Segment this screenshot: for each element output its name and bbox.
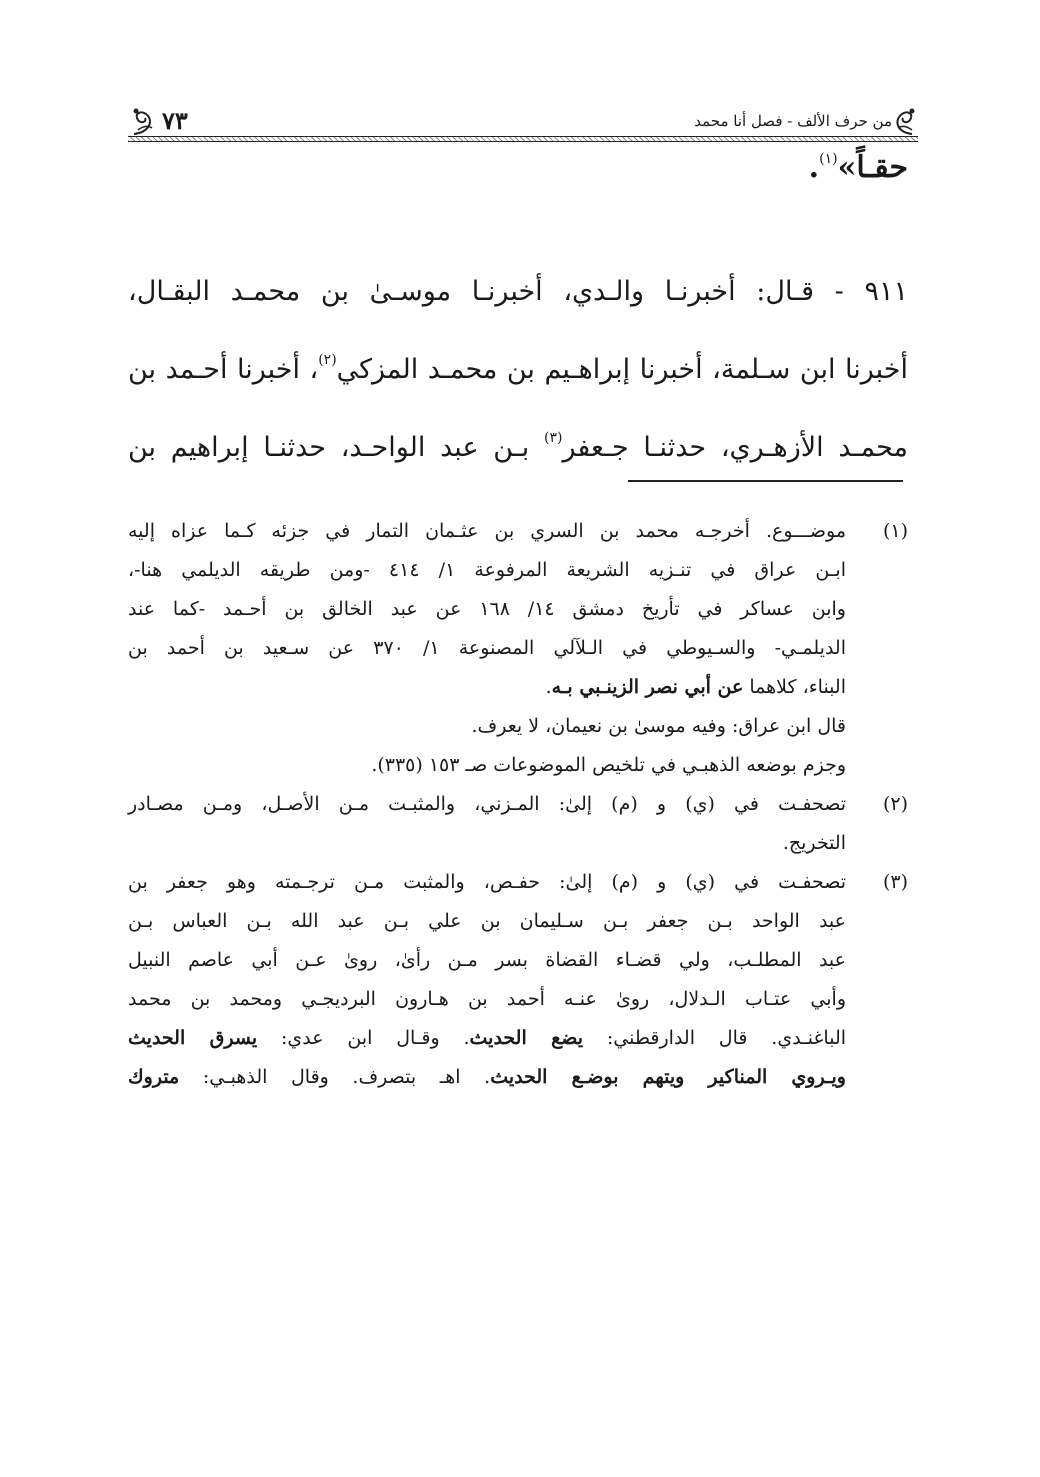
- page-number: ٧٣: [162, 106, 188, 135]
- ornament-right-icon: [892, 106, 918, 136]
- header-title: من حرف الألف - فصل أنا محمد: [694, 112, 892, 130]
- footnote-line: وأبي عتـاب الـدلال، روىٰ عنـه أحمد بن هـارون البرديجـي ومحمد بن محمد: [128, 988, 846, 1010]
- footnote-line: وابن عساكر في تأريخ دمشق ١٤/ ١٦٨ عن عبد الخالق بن أحـمد -كما عند: [128, 598, 846, 620]
- footnote-bold-text: ويـروي المناكير ويتهم بوضـع الحديث: [490, 1066, 846, 1088]
- header-rule: [128, 136, 918, 142]
- footnote-bold-text: يضع الحديث: [469, 1027, 584, 1049]
- footnote-bold-text: عن أبي نصر الزينـبي بـه: [551, 676, 744, 698]
- footnote-ref: (٣): [544, 430, 563, 446]
- footnote-line: عبد الواحد بـن جعفر بـن سـليمان بن علي بـن عبد الله بـن العباس بـن: [128, 910, 846, 932]
- footnote-line: تصحفـت في (ي) و (م) إلىٰ: حفـص، والمثبت مـن ترجـمته وهو جعفر بن: [128, 871, 846, 893]
- paragraph-text: محمـد الأزهـري، حدثنـا جـعفر: [562, 432, 908, 463]
- footnote-separator: [628, 480, 903, 482]
- running-header: [128, 100, 918, 140]
- footnote-3: [128, 863, 908, 1097]
- footnote-bold-text: متروك: [128, 1066, 180, 1088]
- paragraph-line: [128, 404, 908, 482]
- footnote-ref: (٢): [318, 352, 337, 368]
- footnote-number: (٢): [882, 793, 908, 815]
- paragraph-text: بـن عبد الواحـد، حدثنـا إبراهيم بن: [128, 432, 530, 463]
- footnote-text: الباغنـدي. قال الدارقطني:: [583, 1027, 847, 1049]
- footnote-line: موضـــوع. أخرجـه محمد بن السري بن عثـمان التمار في جزئه كـما عزاه إليه: [128, 520, 846, 542]
- paragraph-line: ٩١١ - قـال: أخبرنـا والـدي، أخبرنـا موسـىٰ بن محمـد البقـال،: [128, 276, 908, 307]
- footnote-number: (٣): [882, 871, 908, 893]
- footnote-line: [128, 1019, 846, 1058]
- paragraph-line: [128, 326, 908, 404]
- paragraph-text: ، أخبرنا أحـمد بن: [128, 354, 319, 385]
- footnote-bold-text: يسرق الحديث: [128, 1027, 258, 1049]
- footnote-text: .: [545, 676, 552, 698]
- footnote-line: وجزم بوضعه الذهبـي في تلخيص الموضوعات صـ ١٥٣ (٣٣٥).: [371, 754, 846, 776]
- footnote-text: . اهـ بتصرف. وقال الذهبـي:: [179, 1066, 491, 1088]
- footnote-line: قال ابن عراق: وفيه موسىٰ بن نعيمان، لا يعرف.: [471, 715, 846, 737]
- footnote-line: الديلمـي- والسـيوطي في الـلآلي المصنوعة ١/ ٣٧٠ عن سـعيد بن أحمد بن: [128, 637, 847, 659]
- footnote-2: [128, 785, 908, 863]
- footnote-line: [128, 1058, 846, 1097]
- footnote-line: عبد المطلـب، ولي قضـاء القضاة بسر مـن رأىٰ، روىٰ عـن أبي عاصم النبيل: [128, 949, 846, 971]
- footnotes: [128, 512, 908, 1097]
- footnote-1: [128, 512, 908, 785]
- footnote-number: (١): [882, 520, 908, 542]
- continued-end: .: [808, 150, 820, 185]
- footnote-line: [128, 668, 846, 707]
- footnote-text: البناء، كلاهما: [743, 676, 846, 698]
- continued-text: [128, 150, 908, 185]
- paragraph-text: أخبرنا ابن سـلمة، أخبرنا إبراهـيم بن محمـد المزكي: [336, 354, 908, 385]
- hadith-paragraph: [128, 258, 908, 482]
- footnote-ref: (١): [819, 151, 838, 167]
- footnote-text: . وقـال ابن عدي:: [257, 1027, 470, 1049]
- footnote-line: ابـن عراق في تنـزيه الشريعة المرفوعة ١/ ٤١٤ -ومن طريقه الديلمي هنا-،: [128, 559, 846, 581]
- footnote-line: التخريج.: [782, 832, 846, 854]
- continued-word: حقـاً»: [837, 150, 908, 185]
- footnote-line: تصحفـت في (ي) و (م) إلىٰ: المـزني، والمثبـت مـن الأصـل، ومـن مصـادر: [128, 793, 846, 815]
- ornament-left-icon: [128, 106, 158, 136]
